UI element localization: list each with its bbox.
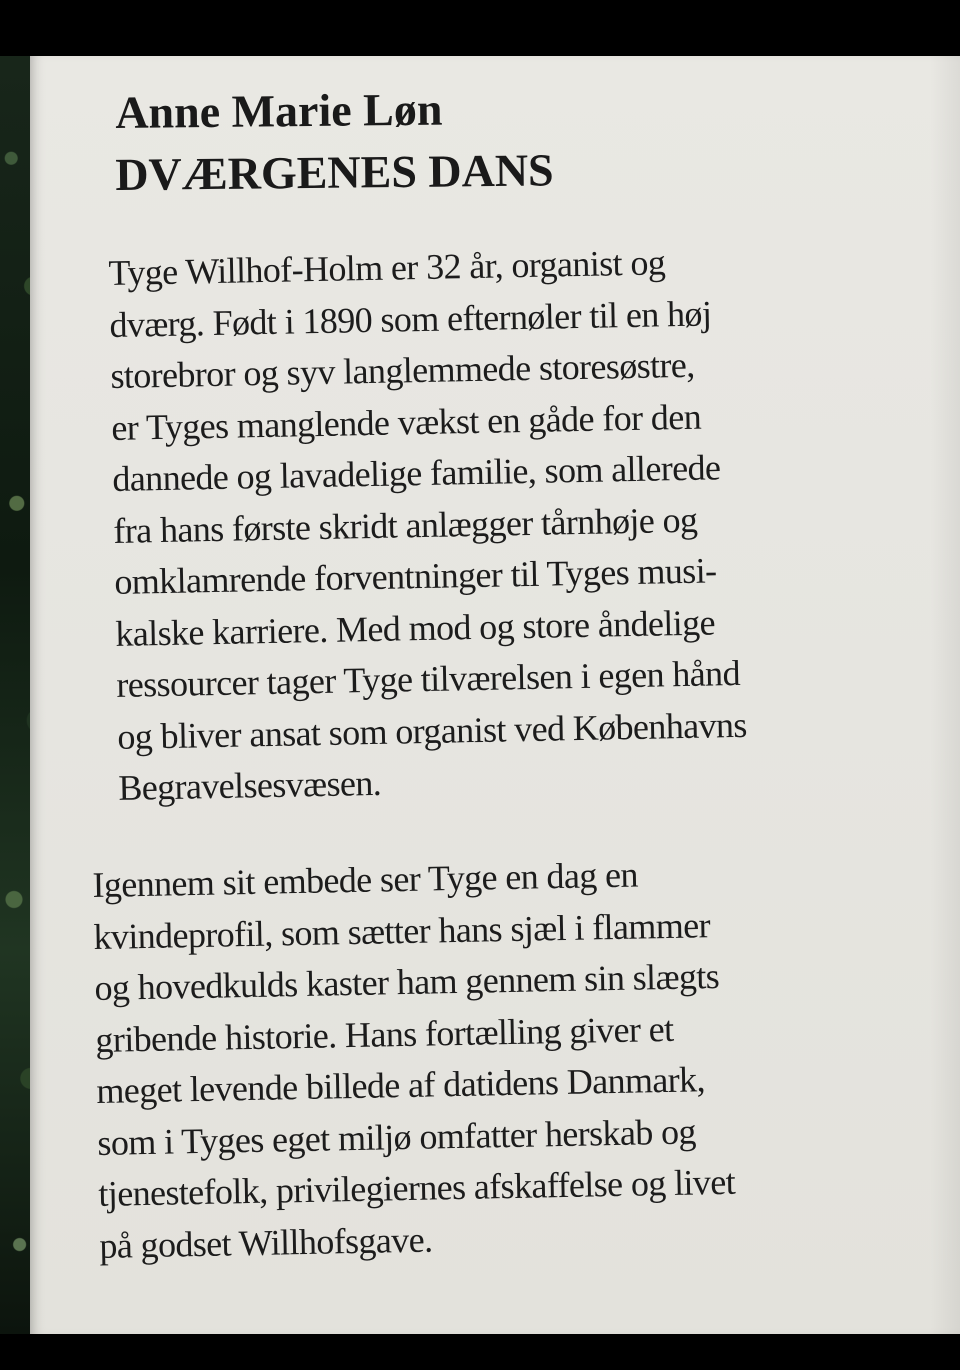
text-line: dværg. Født i 1890 som efternøler til en høj — [109, 292, 712, 345]
text-line: ressourcer tager Tyge tilværelsen i egen hånd — [116, 652, 741, 705]
author-name: Anne Marie Løn — [115, 83, 443, 138]
blurb-paragraph-2 — [92, 848, 737, 1272]
text-line: på godset Willhofsgave. — [99, 1219, 433, 1266]
text-line: tjenestefolk, privilegiernes afskaffelse og livet — [98, 1161, 736, 1214]
text-line: dannede og lavadelige familie, som allerede — [112, 447, 721, 499]
text-line: Tyge Willhof-Holm er 32 år, organist og — [108, 242, 666, 293]
text-line: omklamrende forventninger til Tyges musi- — [114, 550, 717, 602]
text-line: som i Tyges eget miljø omfatter herskab og — [97, 1110, 697, 1163]
text-line: og bliver ansat som organist ved Københavns — [116, 704, 748, 757]
book-page — [30, 56, 960, 1334]
text-line: storebror og syv langlemmede storesøstre, — [110, 344, 695, 396]
page-edge-shadow — [930, 56, 960, 1334]
text-line: Begravelsesvæsen. — [117, 762, 382, 808]
text-line: gribende historie. Hans fortælling giver et — [95, 1008, 674, 1060]
book-title: DVÆRGENES DANS — [115, 144, 554, 200]
text-line: Igennem sit embede ser Tyge en dag en — [92, 854, 639, 905]
text-line: og hovedkulds kaster ham gennem sin slægts — [94, 955, 720, 1008]
top-black-border — [0, 0, 960, 56]
blurb-paragraph-1 — [108, 236, 748, 814]
text-line: er Tyges manglende vækst en gåde for den — [111, 396, 702, 448]
text-line: kalske karriere. Med mod og store åndelige — [115, 601, 716, 654]
text-line: kvindeprofil, som sætter hans sjæl i flammer — [93, 904, 711, 957]
text-line: meget levende billede af datidens Danmark, — [96, 1059, 706, 1111]
bottom-black-border — [0, 1334, 960, 1370]
text-line: fra hans første skridt anlægger tårnhøje og — [113, 499, 698, 551]
